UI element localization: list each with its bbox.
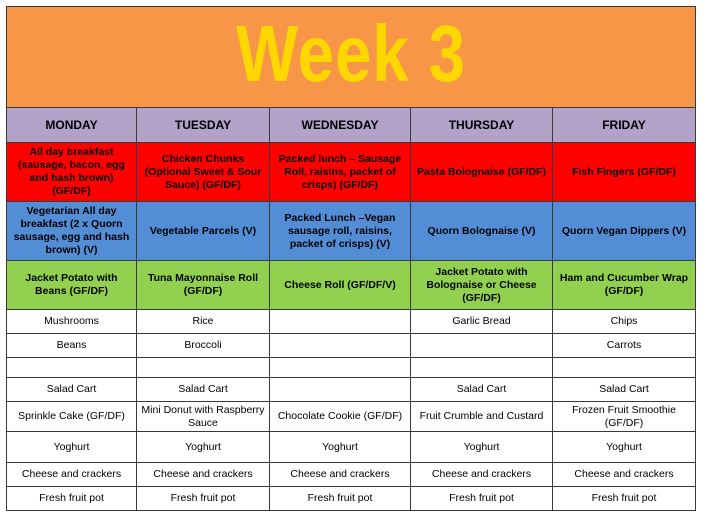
side-row-2 — [7, 334, 696, 358]
menu-cell-monday: Mushrooms — [7, 310, 137, 334]
menu-cell-monday: Vegetarian All day breakfast (2 x Quorn sausage, egg and hash brown) (V) — [7, 202, 137, 261]
day-header-tuesday: TUESDAY — [137, 108, 270, 143]
week-title: Week 3 — [236, 9, 466, 98]
day-header-friday: FRIDAY — [553, 108, 696, 143]
title-cell — [7, 7, 696, 108]
menu-cell-tuesday: Tuna Mayonnaise Roll (GF/DF) — [137, 261, 270, 310]
menu-cell-monday — [7, 358, 137, 378]
menu-cell-friday: Fish Fingers (GF/DF) — [553, 143, 696, 202]
menu-table — [6, 6, 696, 511]
menu-cell-tuesday: Cheese and crackers — [137, 463, 270, 487]
menu-cell-wednesday: Fresh fruit pot — [270, 487, 411, 511]
menu-cell-monday: Sprinkle Cake (GF/DF) — [7, 402, 137, 432]
menu-cell-wednesday — [270, 378, 411, 402]
menu-cell-monday: Beans — [7, 334, 137, 358]
light-meal-row — [7, 261, 696, 310]
menu-cell-wednesday: Cheese and crackers — [270, 463, 411, 487]
menu-cell-monday: Cheese and crackers — [7, 463, 137, 487]
menu-cell-wednesday — [270, 310, 411, 334]
menu-body — [7, 7, 696, 511]
cheese-crackers-row — [7, 463, 696, 487]
salad-cart-row — [7, 378, 696, 402]
menu-cell-tuesday: Salad Cart — [137, 378, 270, 402]
menu-cell-thursday: Fruit Crumble and Custard — [411, 402, 553, 432]
menu-cell-thursday — [411, 334, 553, 358]
menu-cell-tuesday: Chicken Chunks (Optional Sweet & Sour Sauce) (GF/DF) — [137, 143, 270, 202]
menu-cell-monday: Yoghurt — [7, 432, 137, 463]
menu-cell-thursday: Pasta Bolognaise (GF/DF) — [411, 143, 553, 202]
menu-cell-friday: Carrots — [553, 334, 696, 358]
menu-cell-friday: Ham and Cucumber Wrap (GF/DF) — [553, 261, 696, 310]
day-header-row — [7, 108, 696, 143]
menu-cell-friday: Chips — [553, 310, 696, 334]
dessert-row — [7, 402, 696, 432]
menu-cell-monday: Salad Cart — [7, 378, 137, 402]
title-row — [7, 7, 696, 108]
menu-cell-tuesday: Fresh fruit pot — [137, 487, 270, 511]
side-row-1 — [7, 310, 696, 334]
main-meal-row — [7, 143, 696, 202]
menu-cell-wednesday — [270, 358, 411, 378]
menu-cell-friday — [553, 358, 696, 378]
menu-cell-friday: Yoghurt — [553, 432, 696, 463]
menu-cell-friday: Cheese and crackers — [553, 463, 696, 487]
day-header-thursday: THURSDAY — [411, 108, 553, 143]
blank-row — [7, 358, 696, 378]
menu-cell-monday: Fresh fruit pot — [7, 487, 137, 511]
menu-cell-wednesday: Packed Lunch –Vegan sausage roll, raisins, packet of crisps) (V) — [270, 202, 411, 261]
menu-cell-thursday: Garlic Bread — [411, 310, 553, 334]
menu-cell-friday: Quorn Vegan Dippers (V) — [553, 202, 696, 261]
menu-cell-tuesday: Rice — [137, 310, 270, 334]
menu-cell-thursday: Jacket Potato with Bolognaise or Cheese (GF/DF) — [411, 261, 553, 310]
day-header-monday: MONDAY — [7, 108, 137, 143]
menu-cell-wednesday: Cheese Roll (GF/DF/V) — [270, 261, 411, 310]
menu-cell-tuesday: Yoghurt — [137, 432, 270, 463]
menu-cell-thursday: Quorn Bolognaise (V) — [411, 202, 553, 261]
menu-cell-wednesday — [270, 334, 411, 358]
menu-cell-thursday: Yoghurt — [411, 432, 553, 463]
menu-cell-tuesday: Vegetable Parcels (V) — [137, 202, 270, 261]
menu-cell-tuesday — [137, 358, 270, 378]
menu-cell-monday: Jacket Potato with Beans (GF/DF) — [7, 261, 137, 310]
menu-cell-friday: Salad Cart — [553, 378, 696, 402]
menu-cell-thursday — [411, 358, 553, 378]
menu-cell-wednesday: Packed lunch – Sausage Roll, raisins, packet of crisps) (GF/DF) — [270, 143, 411, 202]
menu-cell-thursday: Cheese and crackers — [411, 463, 553, 487]
fruit-pot-row — [7, 487, 696, 511]
menu-cell-friday: Frozen Fruit Smoothie (GF/DF) — [553, 402, 696, 432]
menu-cell-tuesday: Mini Donut with Raspberry Sauce — [137, 402, 270, 432]
menu-cell-thursday: Salad Cart — [411, 378, 553, 402]
menu-cell-wednesday: Yoghurt — [270, 432, 411, 463]
menu-cell-wednesday: Chocolate Cookie (GF/DF) — [270, 402, 411, 432]
vegetarian-meal-row — [7, 202, 696, 261]
menu-cell-friday: Fresh fruit pot — [553, 487, 696, 511]
menu-cell-monday: All day breakfast (sausage, bacon, egg and hash brown) (GF/DF) — [7, 143, 137, 202]
yoghurt-row — [7, 432, 696, 463]
menu-cell-tuesday: Broccoli — [137, 334, 270, 358]
day-header-wednesday: WEDNESDAY — [270, 108, 411, 143]
menu-cell-thursday: Fresh fruit pot — [411, 487, 553, 511]
